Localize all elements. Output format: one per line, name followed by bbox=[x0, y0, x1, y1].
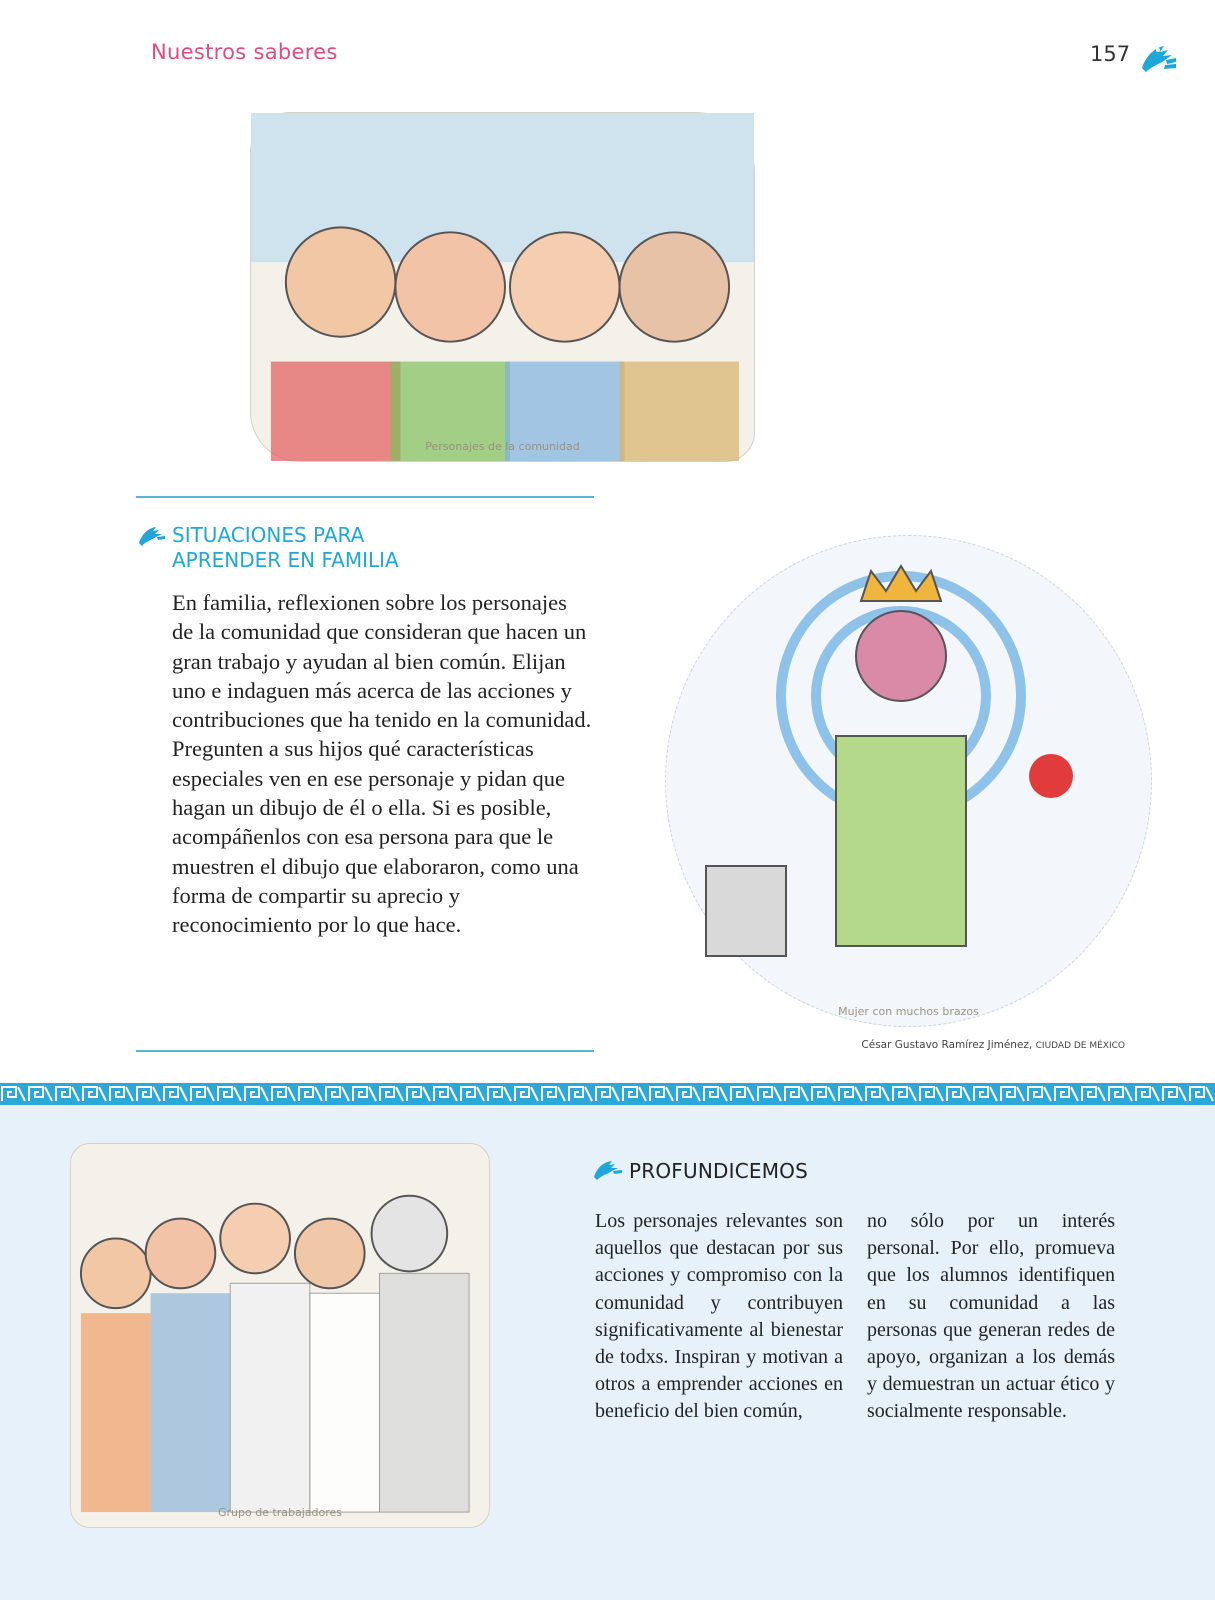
greek-fret-border bbox=[0, 1083, 1215, 1105]
illustration-label: Personajes de la comunidad bbox=[425, 440, 580, 453]
illustration-placeholder-art bbox=[251, 113, 754, 461]
profundicemos-column-2: no sólo por un interés personal. Por ello, promueva que los alumnos identifiquen en su comunidad a las personas que generan redes de apoyo, organizan a los demás y demuestran un actuar ético y socialmente responsable. bbox=[867, 1210, 1115, 1423]
illustration-placeholder-art bbox=[71, 1144, 489, 1527]
illustration-credit bbox=[780, 1039, 1125, 1051]
community-characters-illustration bbox=[250, 112, 755, 462]
family-title-line-1: SITUACIONES PARA bbox=[172, 523, 365, 547]
illustration-placeholder-art bbox=[666, 536, 1151, 1026]
feathered-serpent-icon bbox=[1136, 38, 1178, 76]
profundicemos-title: PROFUNDICEMOS bbox=[629, 1159, 808, 1183]
section-top-rule bbox=[136, 496, 594, 498]
family-section-body: En familia, reflexionen sobre los personajes de la comunidad que consideran que hacen un gran trabajo y ayudan al bien común. Elijan uno e indaguen más acerca de las acciones y contribuciones que ha tenido en la comunidad. Pregunten a sus hijos qué características especiales ven en ese personaje y pidan que hagan un dibujo de él o ella. Si es posible, acompáñenlos con esa persona para que le muestren el dibujo que elaboraron, como una forma de compartir su aprecio y reconocimiento por lo que hace. bbox=[172, 590, 592, 938]
multi-armed-mother-illustration bbox=[665, 535, 1152, 1027]
page-number: 157 bbox=[1090, 42, 1131, 66]
credit-place: CIUDAD DE MÉXICO bbox=[1035, 1041, 1125, 1051]
credit-author: César Gustavo Ramírez Jiménez, bbox=[861, 1039, 1033, 1051]
running-header: Nuestros saberes bbox=[151, 40, 338, 64]
family-section-title bbox=[172, 523, 592, 573]
family-title-line-2: APRENDER EN FAMILIA bbox=[172, 548, 399, 572]
section-bottom-rule bbox=[136, 1050, 594, 1052]
illustration-label: Mujer con muchos brazos bbox=[838, 1005, 979, 1018]
feathered-serpent-icon bbox=[591, 1156, 623, 1182]
community-workers-illustration bbox=[70, 1143, 490, 1528]
illustration-label: Grupo de trabajadores bbox=[217, 1506, 343, 1519]
profundicemos-column-1: Los personajes relevantes son aquellos que destacan por sus acciones y compromiso con la comunidad y contribuyen significativamente al bienestar de todxs. Inspiran y motivan a otros a emprender acciones en beneficio del bien común, bbox=[595, 1210, 843, 1423]
feathered-serpent-icon bbox=[136, 522, 166, 548]
